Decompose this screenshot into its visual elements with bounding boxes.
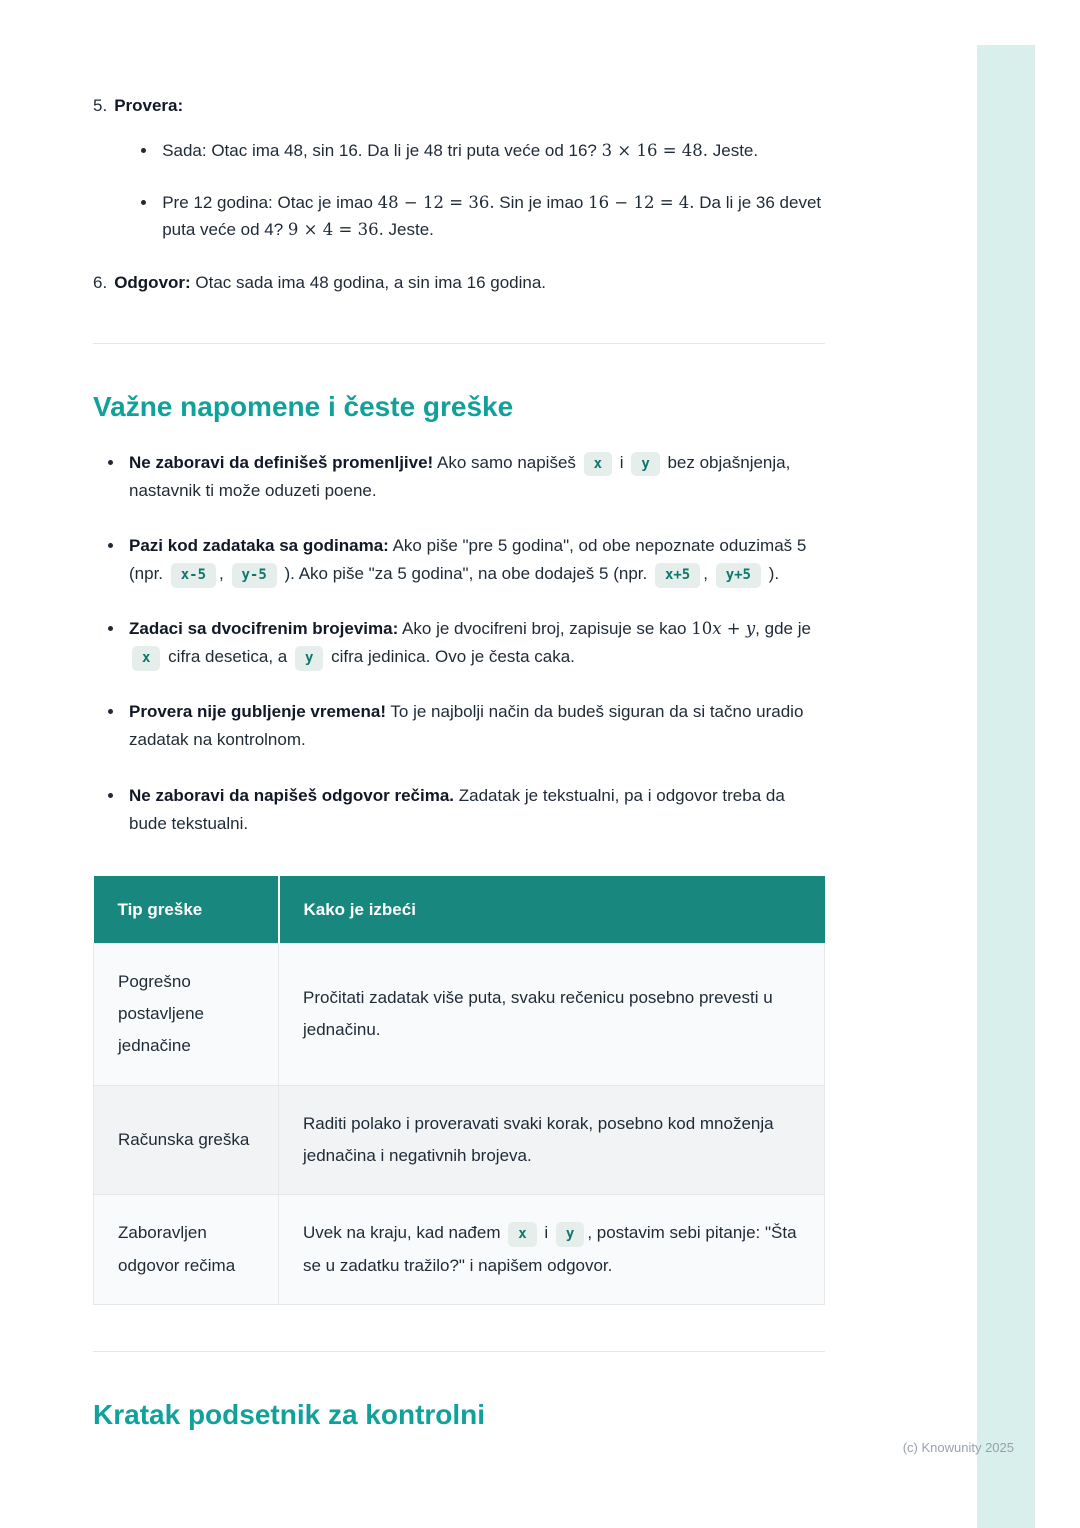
mistakes-table-body (94, 943, 825, 1304)
inline-code-chip: x (508, 1222, 536, 1246)
list-item-text: Pre 12 godina: Otac je imao 48 − 12 = 36. Sin je imao 16 − 12 = 4. Da li je 36 devet puta veće od 4? 9 × 4 = 36. Jeste. (162, 192, 822, 239)
notes-section-heading: Važne napomene i česte greške (93, 390, 514, 422)
step-number: 5. (93, 96, 108, 115)
note-item-text: Provera nije gubljenje vremena! To je najbolji način da budeš siguran da si tačno uradio zadatak na kontrolnom. (129, 702, 804, 750)
inline-code-chip: y+5 (716, 563, 761, 587)
math-expression: 16 − 12 = 4. (588, 192, 695, 212)
note-item-text: Ne zaboravi da definišeš promenljive! Ako samo napišeš x i y bez objašnjenja, nastavnik ti može oduzeti poene. (129, 453, 791, 501)
table-header-cell-how: Kako je izbeći (279, 876, 825, 944)
table-cell-type: Pogrešno postavljene jednačine (94, 943, 279, 1085)
table-cell-type: Zaboravljen odgovor rečima (94, 1195, 279, 1305)
note-item-text: Pazi kod zadataka sa godinama: Ako piše "pre 5 godina", od obe nepoznate oduzimaš 5 (npr. x-5 , y-5 ). Ako piše "za 5 godina", na obe dodaješ 5 (npr. x+5 , y+5 ). (129, 536, 806, 583)
inline-code-chip: x (132, 646, 160, 670)
inline-code-chip: y (631, 452, 659, 476)
note-item (125, 615, 825, 671)
list-item (158, 137, 825, 164)
bold-lead-text: Provera nije gubljenje vremena! (129, 702, 386, 722)
note-item-text: Ne zaboravi da napišeš odgovor rečima. Zadatak je tekstualni, pa i odgovor treba da bude tekstualni. (129, 785, 785, 833)
step-item-6 (93, 269, 825, 296)
document-content (93, 0, 825, 1431)
note-item-text: Zadaci sa dvocifrenim brojevima: Ako je dvocifreni broj, zapisuje se kao 10x + y, gde je x cifra desetica, a y cifra jedinica. Ovo je česta caka. (129, 619, 811, 666)
table-cell-how: Pročitati zadatak više puta, svaku rečenicu posebno prevesti u jednačinu. (279, 943, 825, 1085)
note-item (125, 698, 825, 754)
inline-code-chip: x-5 (171, 563, 216, 587)
inline-code-chip: x (584, 452, 612, 476)
note-item (125, 532, 825, 588)
table-cell-how: Raditi polako i proveravati svaki korak, posebno kod množenja jednačina i negativnih brojeva. (279, 1085, 825, 1195)
bold-lead-text: Zadaci sa dvocifrenim brojevima: (129, 619, 399, 639)
step-answer-text: Odgovor: Otac sada ima 48 godina, a sin ima 16 godina. (114, 273, 547, 293)
table-row (94, 1195, 825, 1305)
math-expression: 48 − 12 = 36. (377, 192, 495, 212)
table-row (94, 943, 825, 1085)
step-title: Provera: (114, 96, 184, 115)
bold-lead-text: Odgovor: (114, 273, 191, 293)
reminder-section-heading: Kratak podsetnik za kontrolni (93, 1398, 486, 1430)
solution-steps-section (93, 92, 825, 297)
inline-code-chip: x+5 (655, 563, 700, 587)
list-item (158, 189, 825, 244)
copyright-watermark: (c) Knowunity 2025 (902, 1440, 1014, 1455)
step-bullet-list (114, 137, 825, 243)
mistakes-table (93, 876, 825, 1305)
math-expression: 9 × 4 = 36. (287, 219, 384, 239)
inline-code-chip: y-5 (232, 563, 277, 587)
side-stripe (977, 45, 1035, 1528)
step-body (114, 92, 825, 243)
mistakes-table-head (94, 876, 825, 944)
section-divider (93, 1351, 825, 1352)
table-header-cell-type: Tip greške (94, 876, 279, 944)
note-item (125, 782, 825, 838)
table-row (94, 1085, 825, 1195)
bold-lead-text: Pazi kod zadataka sa godinama: (129, 536, 389, 556)
math-expression: 3 × 16 = 48. (601, 141, 709, 161)
inline-code-chip: y (556, 1222, 584, 1246)
bold-lead-text: Ne zaboravi da napišeš odgovor rečima. (129, 785, 455, 805)
inline-code-chip: y (295, 646, 323, 670)
list-item-text: Sada: Otac ima 48, sin 16. Da li je 48 tri puta veće od 16? 3 × 16 = 48. Jeste. (162, 141, 759, 161)
math-expression: 10x + y (691, 619, 756, 639)
notes-list (93, 449, 825, 837)
bold-lead-text: Ne zaboravi da definišeš promenljive! (129, 453, 434, 473)
step-item-5 (93, 92, 825, 243)
step-number: 6. (93, 273, 108, 293)
table-cell-how: Uvek na kraju, kad nađem x i y , postavim sebi pitanje: "Šta se u zadatku tražilo?" i napišem odgovor. (279, 1195, 825, 1305)
table-cell-type: Računska greška (94, 1085, 279, 1195)
section-divider (93, 343, 825, 344)
note-item (125, 449, 825, 505)
table-header-row (94, 876, 825, 944)
